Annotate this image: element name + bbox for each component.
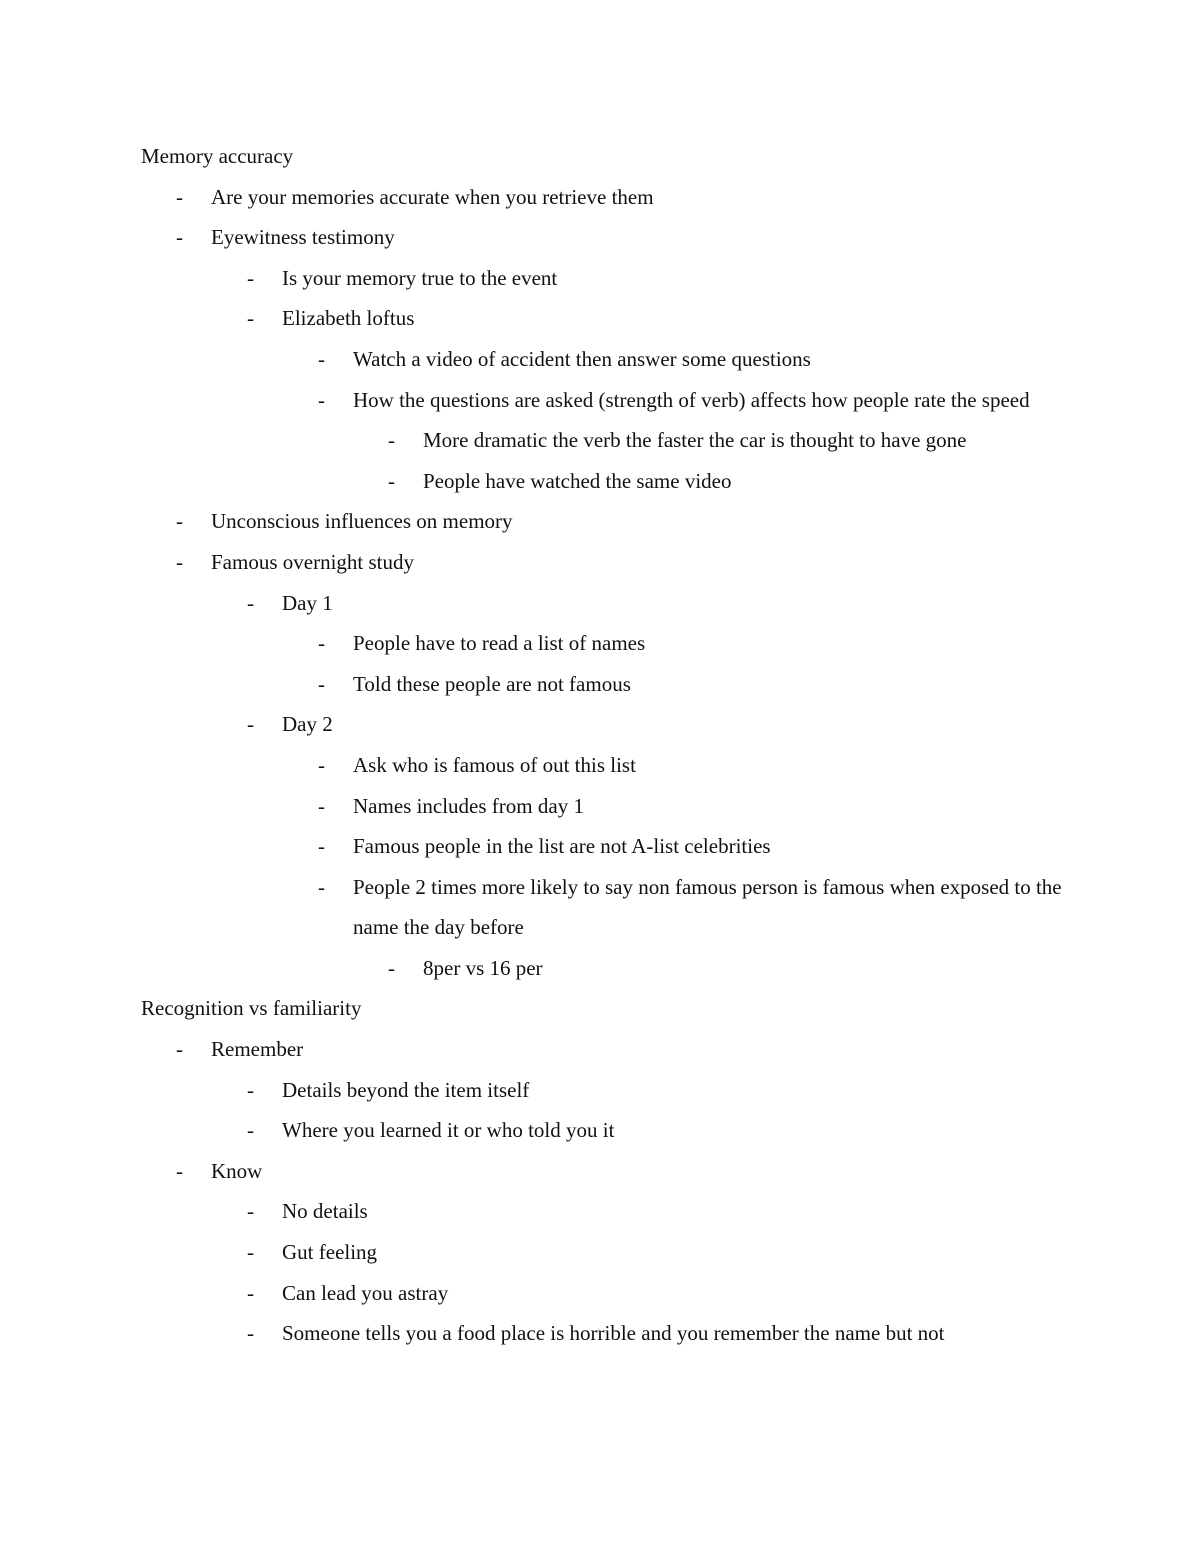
- bullet-dash: -: [176, 1158, 183, 1183]
- bullet-dash: -: [318, 793, 325, 818]
- outline-item-text: Day 2: [282, 712, 333, 737]
- bullet-dash: -: [247, 306, 254, 331]
- bullet-dash: -: [176, 184, 183, 209]
- bullet-dash: -: [247, 1199, 254, 1224]
- outline-item: [141, 1151, 1071, 1192]
- outline-item: [141, 1232, 1071, 1273]
- section-heading-text: Recognition vs familiarity: [141, 996, 362, 1021]
- outline-item: [141, 786, 1071, 827]
- outline-item: [141, 1110, 1071, 1151]
- outline-item-text: How the questions are asked (strength of verb) affects how people rate the speed: [353, 387, 1030, 412]
- outline-item: [141, 501, 1071, 542]
- outline-item: [141, 177, 1071, 218]
- outline-item-text: Are your memories accurate when you retrieve them: [211, 184, 654, 209]
- outline-item: [141, 704, 1071, 745]
- outline-item: [141, 826, 1071, 867]
- outline-item: [141, 258, 1071, 299]
- outline-item-text: People have watched the same video: [423, 468, 732, 493]
- outline-item-text: Ask who is famous of out this list: [353, 752, 636, 777]
- bullet-dash: -: [247, 712, 254, 737]
- bullet-dash: -: [318, 631, 325, 656]
- outline-item-text: Day 1: [282, 590, 333, 615]
- outline-item: [141, 298, 1071, 339]
- outline-item-text: Elizabeth loftus: [282, 306, 415, 331]
- bullet-dash: -: [247, 1280, 254, 1305]
- outline-item-text: Eyewitness testimony: [211, 225, 395, 250]
- outline-item-text: Famous overnight study: [211, 549, 414, 574]
- bullet-dash: -: [247, 265, 254, 290]
- outline-item: [141, 380, 1071, 421]
- bullet-dash: -: [247, 1118, 254, 1143]
- outline-item: [141, 542, 1071, 583]
- outline-item-text: Watch a video of accident then answer some questions: [353, 346, 811, 371]
- outline-item: [141, 339, 1071, 380]
- outline-item-text: People 2 times more likely to say non famous person is famous when exposed to the name the day before: [353, 874, 1062, 940]
- outline-item: [141, 583, 1071, 624]
- bullet-dash: -: [318, 834, 325, 859]
- bullet-dash: -: [388, 428, 395, 453]
- outline-item: [141, 1273, 1071, 1314]
- outline-item-text: Unconscious influences on memory: [211, 509, 513, 534]
- bullet-dash: -: [176, 1037, 183, 1062]
- outline-item: [141, 461, 1071, 502]
- outline-item: [141, 217, 1071, 258]
- outline-item-text: Told these people are not famous: [353, 671, 631, 696]
- bullet-dash: -: [247, 1240, 254, 1265]
- outline-item-text: Remember: [211, 1037, 304, 1062]
- outline-item: [141, 948, 1071, 989]
- outline-item: [141, 664, 1071, 705]
- outline-item-text: No details: [282, 1199, 368, 1224]
- outline-item: [141, 1191, 1071, 1232]
- bullet-dash: -: [388, 468, 395, 493]
- outline-item-text: Is your memory true to the event: [282, 265, 558, 290]
- bullet-dash: -: [318, 752, 325, 777]
- bullet-dash: -: [318, 346, 325, 371]
- bullet-dash: -: [318, 874, 325, 899]
- bullet-dash: -: [318, 387, 325, 412]
- outline-item: [141, 745, 1071, 786]
- outline-item-text: Where you learned it or who told you it: [282, 1118, 615, 1143]
- notes-outline: [141, 136, 1071, 1354]
- outline-item: [141, 1313, 1071, 1354]
- bullet-dash: -: [176, 225, 183, 250]
- outline-item-text: Gut feeling: [282, 1240, 378, 1265]
- outline-item: [141, 623, 1071, 664]
- bullet-dash: -: [176, 509, 183, 534]
- outline-item-text: Someone tells you a food place is horrible and you remember the name but not: [282, 1321, 945, 1346]
- bullet-dash: -: [176, 549, 183, 574]
- outline-item: [141, 1070, 1071, 1111]
- bullet-dash: -: [247, 1077, 254, 1102]
- outline-item-text: More dramatic the verb the faster the car is thought to have gone: [423, 428, 967, 453]
- bullet-dash: -: [247, 590, 254, 615]
- outline-item: [141, 867, 1071, 948]
- outline-item: [141, 1029, 1071, 1070]
- outline-item-text: 8per vs 16 per: [423, 955, 543, 980]
- outline-item-text: Can lead you astray: [282, 1280, 449, 1305]
- bullet-dash: -: [247, 1321, 254, 1346]
- section-heading: [141, 136, 1071, 177]
- outline-item-text: Details beyond the item itself: [282, 1077, 530, 1102]
- outline-item-text: Names includes from day 1: [353, 793, 584, 818]
- section-heading: [141, 988, 1071, 1029]
- outline-item: [141, 420, 1071, 461]
- bullet-dash: -: [388, 955, 395, 980]
- section-heading-text: Memory accuracy: [141, 144, 294, 168]
- outline-item-text: Famous people in the list are not A-list celebrities: [353, 834, 771, 859]
- bullet-dash: -: [318, 671, 325, 696]
- outline-item-text: People have to read a list of names: [353, 631, 646, 656]
- outline-item-text: Know: [211, 1158, 263, 1183]
